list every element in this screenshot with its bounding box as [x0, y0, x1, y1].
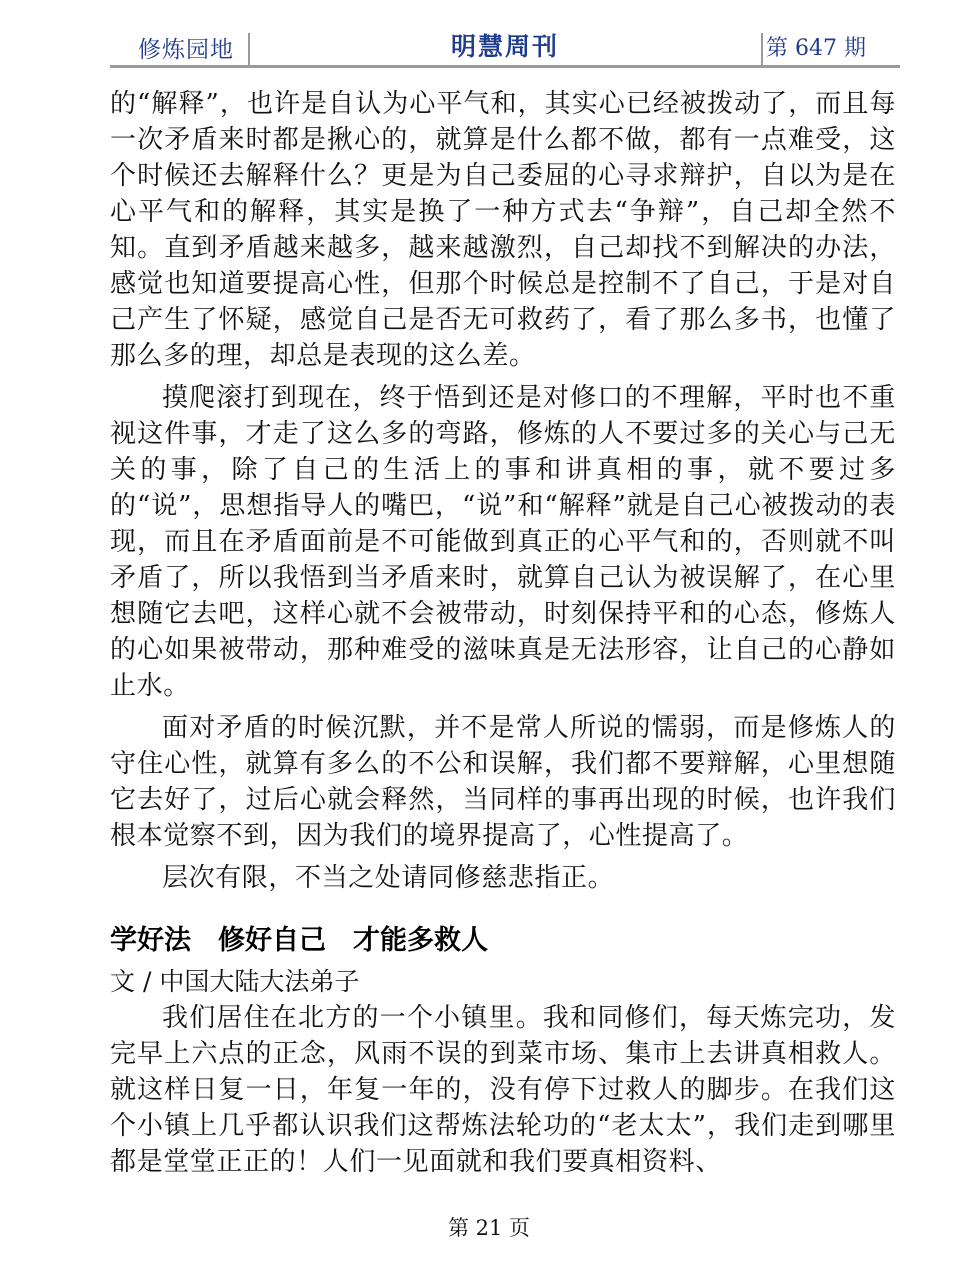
- article2-title: 学好法 修好自己 才能多救人: [110, 925, 488, 956]
- article-body: [110, 86, 896, 1180]
- page-number: 第 21 页: [447, 1216, 531, 1240]
- article1-paragraph-4: 层次有限，不当之处请同修慈悲指正。: [162, 863, 615, 893]
- article1-paragraph-3: 面对矛盾的时候沉默，并不是常人所说的懦弱，而是修炼人的守住心性，就算有多么的不公和误解，我们都不要辩解，心里想随它去好了，过后心就会释然，当同样的事再出现的时候，也许我们根本觉察不到，因为我们的境界提高了，心性提高了。: [110, 713, 896, 851]
- page-header: [110, 27, 900, 67]
- article2-byline: 文 / 中国大陆大法弟子: [110, 967, 360, 996]
- article1-paragraph-1: 的“解释”，也许是自认为心平气和，其实心已经被拨动了，而且每一次矛盾来时都是揪心的，就算是什么都不做，都有一点难受，这个时候还去解释什么？更是为自己委屈的心寻求辩护，自以为是在心平气和的解释，其实是换了一种方式去“争辩”，自己却全然不知。直到矛盾越来越多，越来越激烈，自己却找不到解决的办法，感觉也知道要提高心性，但那个时候总是控制不了自己，于是对自己产生了怀疑，感觉自己是否无可救药了，看了那么多书，也懂了那么多的理，却总是表现的这么差。: [110, 89, 896, 371]
- header-publication-title: 明慧周刊: [450, 32, 559, 61]
- article1-paragraph-2: 摸爬滚打到现在，终于悟到还是对修口的不理解，平时也不重视这件事，才走了这么多的弯路，修炼的人不要过多的关心与己无关的事，除了自己的生活上的事和讲真相的事，就不要过多的“说”，思想指导人的嘴巴，“说”和“解释”就是自己心被拨动的表现，而且在矛盾面前是不可能做到真正的心平气和的，否则就不叫矛盾了，所以我悟到当矛盾来时，就算自己认为被误解了，在心里想随它去吧，这样心就不会被带动，时刻保持平和的心态，修炼人的心如果被带动，那种难受的滋味真是无法形容，让自己的心静如止水。: [110, 383, 896, 701]
- header-section-label: 修炼园地: [138, 37, 234, 63]
- article2-paragraph-1: 我们居住在北方的一个小镇里。我和同修们，每天炼完功，发完早上六点的正念，风雨不误的到菜市场、集市上去讲真相救人。就这样日复一日，年复一年的，没有停下过救人的脚步。在我们这个小镇上几乎都认识我们这帮炼法轮功的“老太太”，我们走到哪里都是堂堂正正的！人们一见面就和我们要真相资料、: [110, 1003, 896, 1177]
- header-issue-number: 第 647 期: [766, 36, 866, 61]
- header-rule: [110, 65, 900, 68]
- header-divider-right: [761, 33, 763, 65]
